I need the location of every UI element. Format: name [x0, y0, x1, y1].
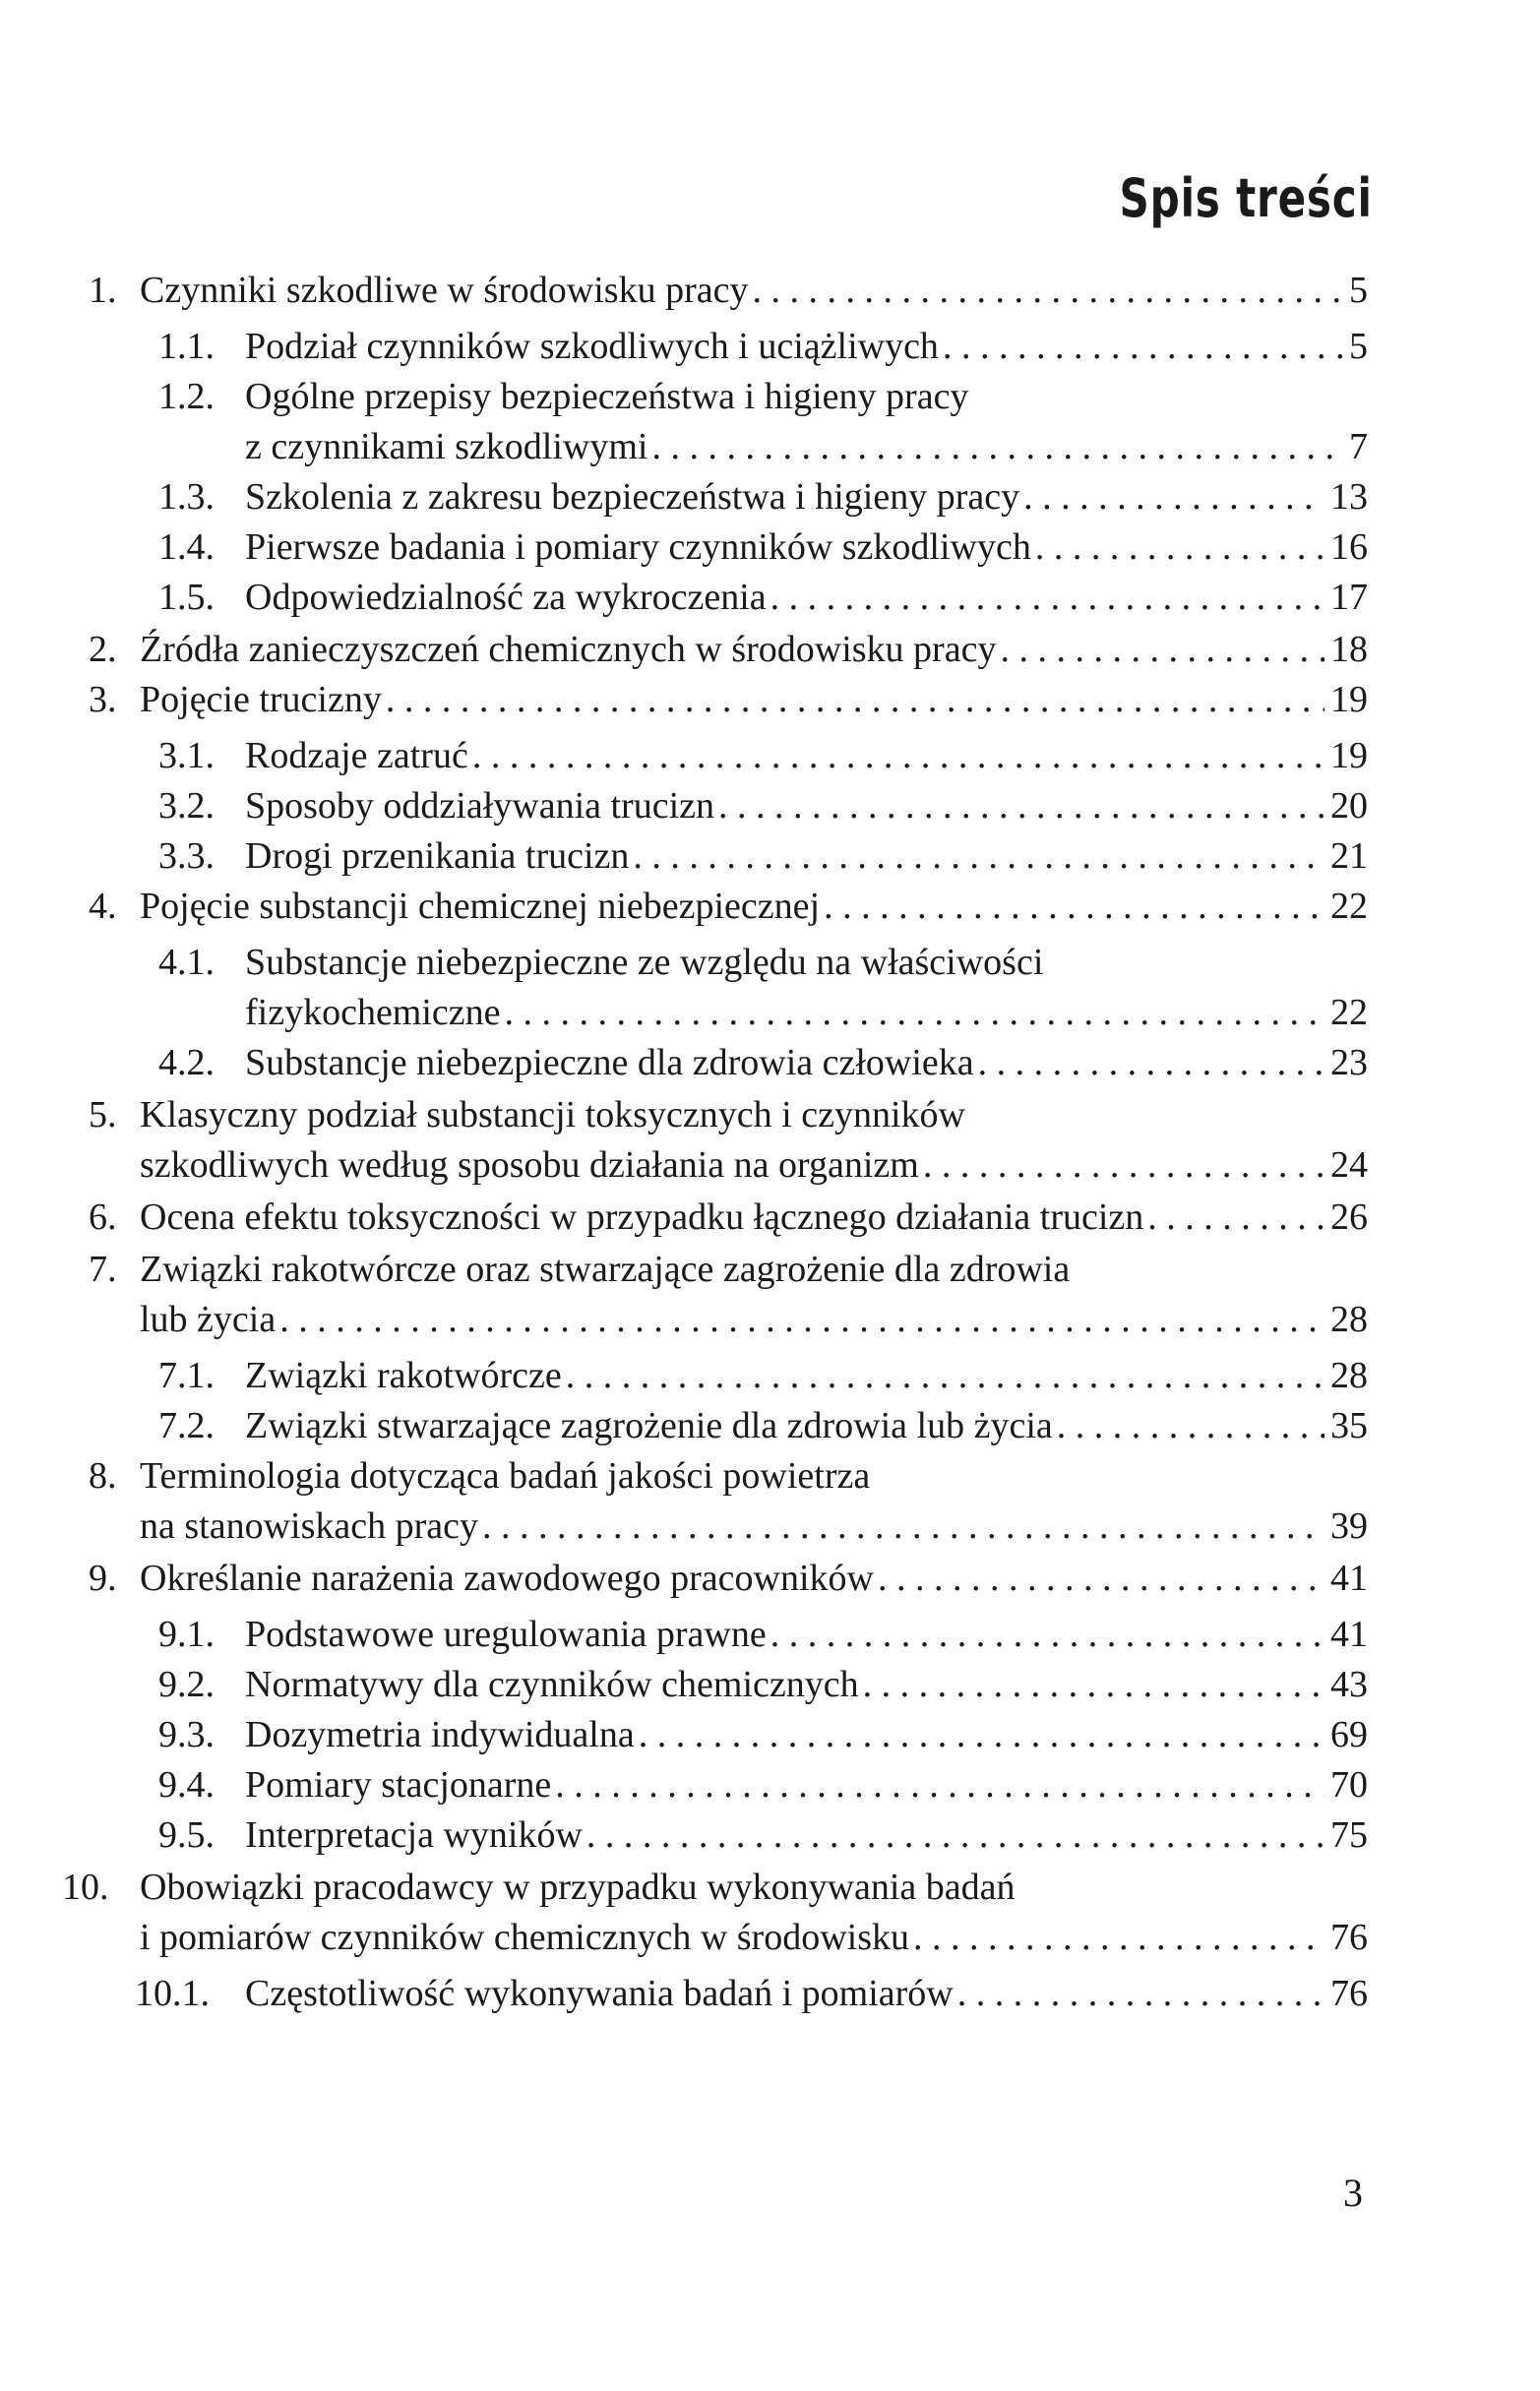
toc-entry [89, 938, 1368, 1038]
toc-entry-number: 7. [89, 1249, 117, 1290]
toc-entry-number: 9.2. [158, 1664, 215, 1705]
dot-leader [505, 988, 1324, 1038]
toc-entry-number: 1.5. [158, 577, 215, 618]
toc-entry [89, 1090, 1368, 1191]
toc-entry-page: 22 [1330, 992, 1368, 1033]
dot-leader [863, 1660, 1324, 1710]
dot-leader [482, 1502, 1324, 1552]
toc-entry-page: 22 [1330, 886, 1368, 927]
toc-entry-number: 7.2. [158, 1405, 215, 1446]
toc-entry-number: 1.2. [158, 376, 215, 417]
dot-leader [943, 322, 1343, 372]
toc-entry-title: Ocena efektu toksyczności w przypadku łącznego działania trucizn [140, 1196, 1144, 1238]
toc-entry [89, 1660, 1368, 1710]
toc-entry-title: Ogólne przepisy bezpieczeństwa i higieny pracy [245, 376, 969, 417]
toc-entry [89, 1810, 1368, 1861]
toc-entry-title: Normatywy dla czynników chemicznych [245, 1664, 859, 1705]
toc-entry-title: Związki stwarzające zagrożenie dla zdrowia lub życia [245, 1405, 1053, 1446]
toc-entry-page: 41 [1330, 1614, 1368, 1655]
toc-entry-title: Częstotliwość wykonywania badań i pomiarów [245, 1973, 954, 2014]
toc-entry-title: Interpretacja wyników [245, 1814, 583, 1856]
toc-entry [89, 1710, 1368, 1760]
toc-entry-page: 76 [1330, 1917, 1368, 1958]
toc-entry [89, 1193, 1368, 1243]
dot-leader [923, 1140, 1324, 1191]
toc-entry-number: 3.3. [158, 835, 215, 877]
toc-entry-page: 43 [1330, 1664, 1368, 1705]
toc-entry-title: Odpowiedzialność za wykroczenia [245, 577, 767, 618]
toc-entry-number: 1.3. [158, 476, 215, 518]
toc-entry [89, 1760, 1368, 1810]
toc-entry-page: 76 [1330, 1973, 1368, 2014]
dot-leader [1035, 522, 1324, 573]
toc-entry-page: 18 [1330, 629, 1368, 670]
dot-leader [718, 781, 1324, 831]
toc-entry-page: 35 [1330, 1405, 1368, 1446]
toc-entry-number: 10.1. [135, 1973, 210, 2014]
toc-entry [62, 1863, 1368, 1963]
dot-leader [651, 422, 1343, 472]
toc-entry-page: 16 [1330, 526, 1368, 568]
toc-entry-title: Pomiary stacjonarne [245, 1764, 552, 1806]
toc-entry [89, 1038, 1368, 1088]
toc-entry-page: 69 [1330, 1714, 1368, 1755]
dot-leader [824, 882, 1324, 932]
toc-entry-number: 9.4. [158, 1764, 215, 1806]
toc-entry-title: Pierwsze badania i pomiary czynników szkodliwych [245, 526, 1031, 568]
dot-leader [957, 1969, 1324, 2019]
toc-entry-title: Sposoby oddziaływania trucizn [245, 785, 715, 827]
toc-entry-title-cont: fizykochemiczne [245, 992, 501, 1033]
dot-leader [878, 1554, 1324, 1604]
toc-entry-page: 70 [1330, 1764, 1368, 1806]
dot-leader [1000, 625, 1324, 675]
dot-leader [770, 573, 1324, 623]
toc-entry-page: 19 [1330, 679, 1368, 720]
dot-leader [978, 1038, 1324, 1088]
toc-entry-number: 1.1. [158, 326, 215, 367]
toc-entry-number: 9.1. [158, 1614, 215, 1655]
toc-entry [89, 322, 1368, 372]
toc-entry-number: 2. [89, 629, 117, 670]
toc-entry-number: 10. [62, 1867, 109, 1908]
dot-leader [555, 1760, 1324, 1810]
toc-entry [89, 1969, 1368, 2019]
toc-entry-number: 4.2. [158, 1042, 215, 1083]
toc-entry-title-cont: lub życia [140, 1299, 277, 1340]
toc-entry [89, 1451, 1368, 1552]
toc-entry-title: Obowiązki pracodawcy w przypadku wykonywania badań [140, 1867, 1016, 1908]
toc-entry [89, 1554, 1368, 1604]
toc-entry [89, 781, 1368, 831]
toc-entry [89, 1245, 1368, 1345]
toc-entry-title: Podstawowe uregulowania prawne [245, 1614, 767, 1655]
toc-entry [89, 573, 1368, 623]
toc-entry-number: 6. [89, 1196, 117, 1238]
toc-entry-title: Drogi przenikania trucizn [245, 835, 630, 877]
dot-leader [770, 1610, 1324, 1660]
toc-entry-title: Klasyczny podział substancji toksycznych i czynników [140, 1094, 965, 1135]
dot-leader [913, 1913, 1324, 1963]
toc-entry-title: Czynniki szkodliwe w środowisku pracy [140, 270, 749, 311]
toc-entry [89, 882, 1368, 932]
dot-leader [586, 1810, 1324, 1861]
page-title: Spis treści [1119, 167, 1373, 229]
toc-entry-page: 75 [1330, 1814, 1368, 1856]
toc-entry-page: 23 [1330, 1042, 1368, 1083]
toc-entry-title: Rodzaje zatruć [245, 735, 468, 776]
page-number: 3 [1343, 2171, 1363, 2215]
toc-entry-title: Pojęcie trucizny [140, 679, 382, 720]
toc-entry-title-cont: szkodliwych według sposobu działania na organizm [140, 1144, 919, 1186]
toc-entry-page: 13 [1330, 476, 1368, 518]
toc-entry-number: 4. [89, 886, 117, 927]
toc-entry [89, 1610, 1368, 1660]
toc-entry-page: 28 [1330, 1355, 1368, 1396]
toc-entry-number: 9.3. [158, 1714, 215, 1755]
toc-entry-page: 7 [1349, 426, 1368, 467]
dot-leader [639, 1710, 1324, 1760]
toc-entry-title: Związki rakotwórcze [245, 1355, 562, 1396]
toc-entry-page: 39 [1330, 1505, 1368, 1547]
toc-entry-title: Związki rakotwórcze oraz stwarzające zagrożenie dla zdrowia [140, 1249, 1071, 1290]
toc-entry-title: Podział czynników szkodliwych i uciążliwych [245, 326, 939, 367]
toc-entry-title-cont: z czynnikami szkodliwymi [245, 426, 648, 467]
toc-entry-title: Szkolenia z zakresu bezpieczeństwa i higieny pracy [245, 476, 1020, 518]
toc-entry [89, 522, 1368, 573]
dot-leader [752, 266, 1343, 316]
toc-entry-number: 3.1. [158, 735, 215, 776]
toc-entry-number: 1.4. [158, 526, 215, 568]
dot-leader [1147, 1193, 1324, 1243]
toc-entry-number: 5. [89, 1094, 117, 1135]
toc-entry [89, 831, 1368, 882]
toc-entry [89, 625, 1368, 675]
toc-entry [89, 731, 1368, 781]
dot-leader [1057, 1401, 1324, 1451]
toc-entry-page: 5 [1349, 270, 1368, 311]
dot-leader [279, 1295, 1324, 1345]
toc-entry-title: Pojęcie substancji chemicznej niebezpiecznej [140, 886, 821, 927]
toc-entry-page: 5 [1349, 326, 1368, 367]
toc-entry-page: 20 [1330, 785, 1368, 827]
toc-entry-page: 24 [1330, 1144, 1368, 1186]
toc-entry [89, 472, 1368, 522]
toc-entry-number: 9. [89, 1558, 117, 1599]
toc-entry-title: Dozymetria indywidualna [245, 1714, 635, 1755]
toc-entry [89, 372, 1368, 472]
toc-entry [89, 1401, 1368, 1451]
toc-entry-title: Źródła zanieczyszczeń chemicznych w środowisku pracy [140, 629, 997, 670]
toc-entry-title: Substancje niebezpieczne dla zdrowia człowieka [245, 1042, 974, 1083]
toc-entry-page: 19 [1330, 735, 1368, 776]
toc-entry-page: 17 [1330, 577, 1368, 618]
toc-entry-number: 9.5. [158, 1814, 215, 1856]
toc-entry-title-cont: na stanowiskach pracy [140, 1505, 478, 1547]
toc-entry-page: 26 [1330, 1196, 1368, 1238]
toc-entry-title-cont: i pomiarów czynników chemicznych w środowisku [140, 1917, 909, 1958]
toc-entry-number: 3.2. [158, 785, 215, 827]
dot-leader [1023, 472, 1324, 522]
toc-entry-page: 41 [1330, 1558, 1368, 1599]
toc-entry-page: 21 [1330, 835, 1368, 877]
toc-entry-title: Określanie narażenia zawodowego pracowników [140, 1558, 874, 1599]
toc-entry-number: 8. [89, 1455, 117, 1497]
table-of-contents [62, 266, 1368, 2019]
dot-leader [633, 831, 1324, 882]
toc-entry-title: Terminologia dotycząca badań jakości powietrza [140, 1455, 871, 1497]
toc-entry-title: Substancje niebezpieczne ze względu na właściwości [245, 942, 1044, 983]
dot-leader [566, 1351, 1324, 1401]
dot-leader [472, 731, 1324, 781]
toc-entry-number: 4.1. [158, 942, 215, 983]
toc-entry-page: 28 [1330, 1299, 1368, 1340]
toc-entry [89, 1351, 1368, 1401]
toc-entry-number: 3. [89, 679, 117, 720]
toc-entry [89, 266, 1368, 316]
toc-entry-number: 7.1. [158, 1355, 215, 1396]
toc-entry [89, 675, 1368, 725]
toc-entry-number: 1. [89, 270, 117, 311]
dot-leader [386, 675, 1324, 725]
